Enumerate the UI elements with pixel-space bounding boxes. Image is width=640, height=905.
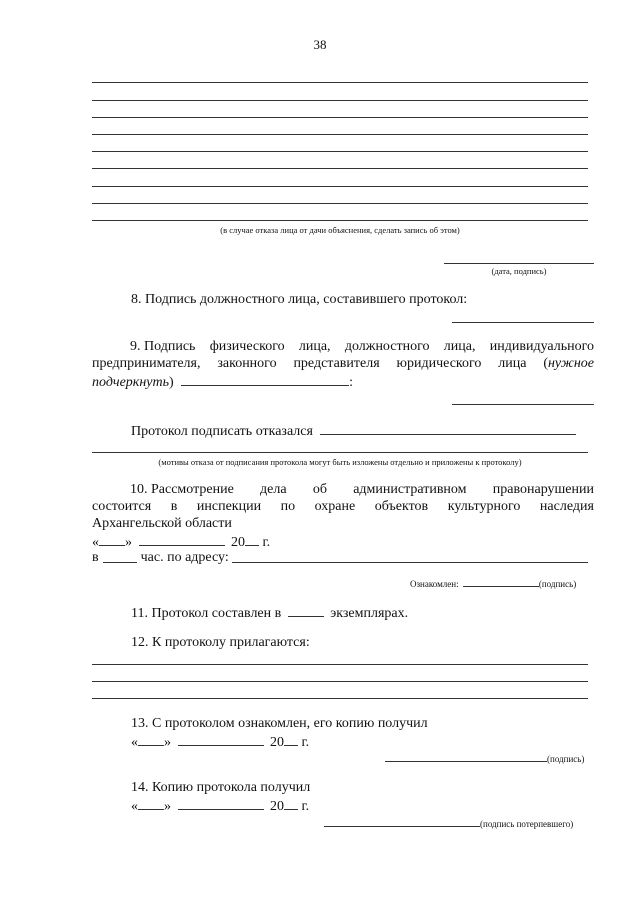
item9-line1: 9. Подпись физического лица, должностного лица, индивидуального — [130, 339, 594, 354]
item9-underline-field[interactable] — [181, 372, 349, 386]
item10-hour-field[interactable] — [103, 549, 137, 563]
item10-line1: 10. Рассмотрение дела об административном правонарушении — [130, 482, 594, 497]
item10-familiarized-row: Ознакомлен: (подпись) — [410, 579, 577, 589]
item14-month-field[interactable] — [178, 796, 264, 810]
date-signature-line — [444, 263, 594, 264]
item10-address-field[interactable] — [232, 549, 588, 563]
item10-line2: состоится в инспекции по охране объектов культурного наследия — [92, 499, 594, 514]
item10-day-field[interactable] — [99, 532, 125, 546]
item13-signature-row: (подпись) — [385, 752, 584, 764]
item14-year-field[interactable] — [284, 796, 298, 810]
attachments-line-1 — [92, 664, 588, 665]
page-number: 38 — [313, 37, 327, 52]
explanation-line-8 — [92, 203, 588, 204]
explanation-line-4 — [92, 134, 588, 135]
item13-date-row: « » 20 г. — [131, 732, 309, 751]
item13-signature-field[interactable] — [385, 752, 547, 762]
item14-day-field[interactable] — [138, 796, 164, 810]
attachments-line-2 — [92, 681, 588, 682]
explanation-line-3 — [92, 117, 588, 118]
refusal-label: Протокол подписать отказался — [131, 424, 313, 439]
item11-copies-field[interactable] — [288, 603, 324, 617]
item8-text: 8. Подпись должностного лица, составившего протокол: — [131, 292, 468, 307]
item8-signature-line — [452, 322, 594, 323]
item11-row: 11. Протокол составлен в экземплярах. — [131, 603, 408, 622]
item10-time-row: в час. по адресу: — [92, 549, 588, 566]
item9-signature-line — [452, 404, 594, 405]
item13-month-field[interactable] — [178, 732, 264, 746]
item9-line2: предпринимателя, законного представителя юридического лица (нужное — [92, 356, 594, 371]
refusal-field[interactable] — [320, 421, 576, 435]
item14-date-row: « » 20 г. — [131, 796, 309, 815]
refusal-row — [131, 421, 576, 440]
item10-month-field[interactable] — [139, 532, 225, 546]
explanation-line-7 — [92, 186, 588, 187]
item10-date-row: « » 20 г. — [92, 532, 270, 551]
refusal-reason-line — [92, 452, 588, 453]
item13-text: 13. С протоколом ознакомлен, его копию получил — [131, 716, 428, 731]
attachments-line-3 — [92, 698, 588, 699]
explanation-line-2 — [92, 100, 588, 101]
item10-year-field[interactable] — [245, 532, 259, 546]
item9-line3: подчеркнуть) : — [92, 372, 353, 391]
item13-day-field[interactable] — [138, 732, 164, 746]
item10-line3: Архангельской области — [92, 516, 232, 531]
date-signature-caption: (дата, подпись) — [491, 266, 547, 276]
explanation-line-5 — [92, 151, 588, 152]
item14-signature-row: (подпись потерпевшего) — [324, 817, 573, 829]
refusal-note: (мотивы отказа от подписания протокола могут быть изложены отдельно и приложены к протоколу) — [158, 457, 522, 467]
item13-year-field[interactable] — [284, 732, 298, 746]
item14-signature-field[interactable] — [324, 817, 480, 827]
explanation-line-6 — [92, 168, 588, 169]
explanation-line-1 — [92, 82, 588, 83]
item14-text: 14. Копию протокола получил — [131, 780, 311, 795]
explanation-note: (в случае отказа лица от дачи объяснения, сделать запись об этом) — [220, 225, 460, 235]
explanation-line-9 — [92, 220, 588, 221]
item12-text: 12. К протоколу прилагаются: — [131, 635, 310, 650]
item10-familiarized-sign-field[interactable] — [463, 577, 539, 587]
